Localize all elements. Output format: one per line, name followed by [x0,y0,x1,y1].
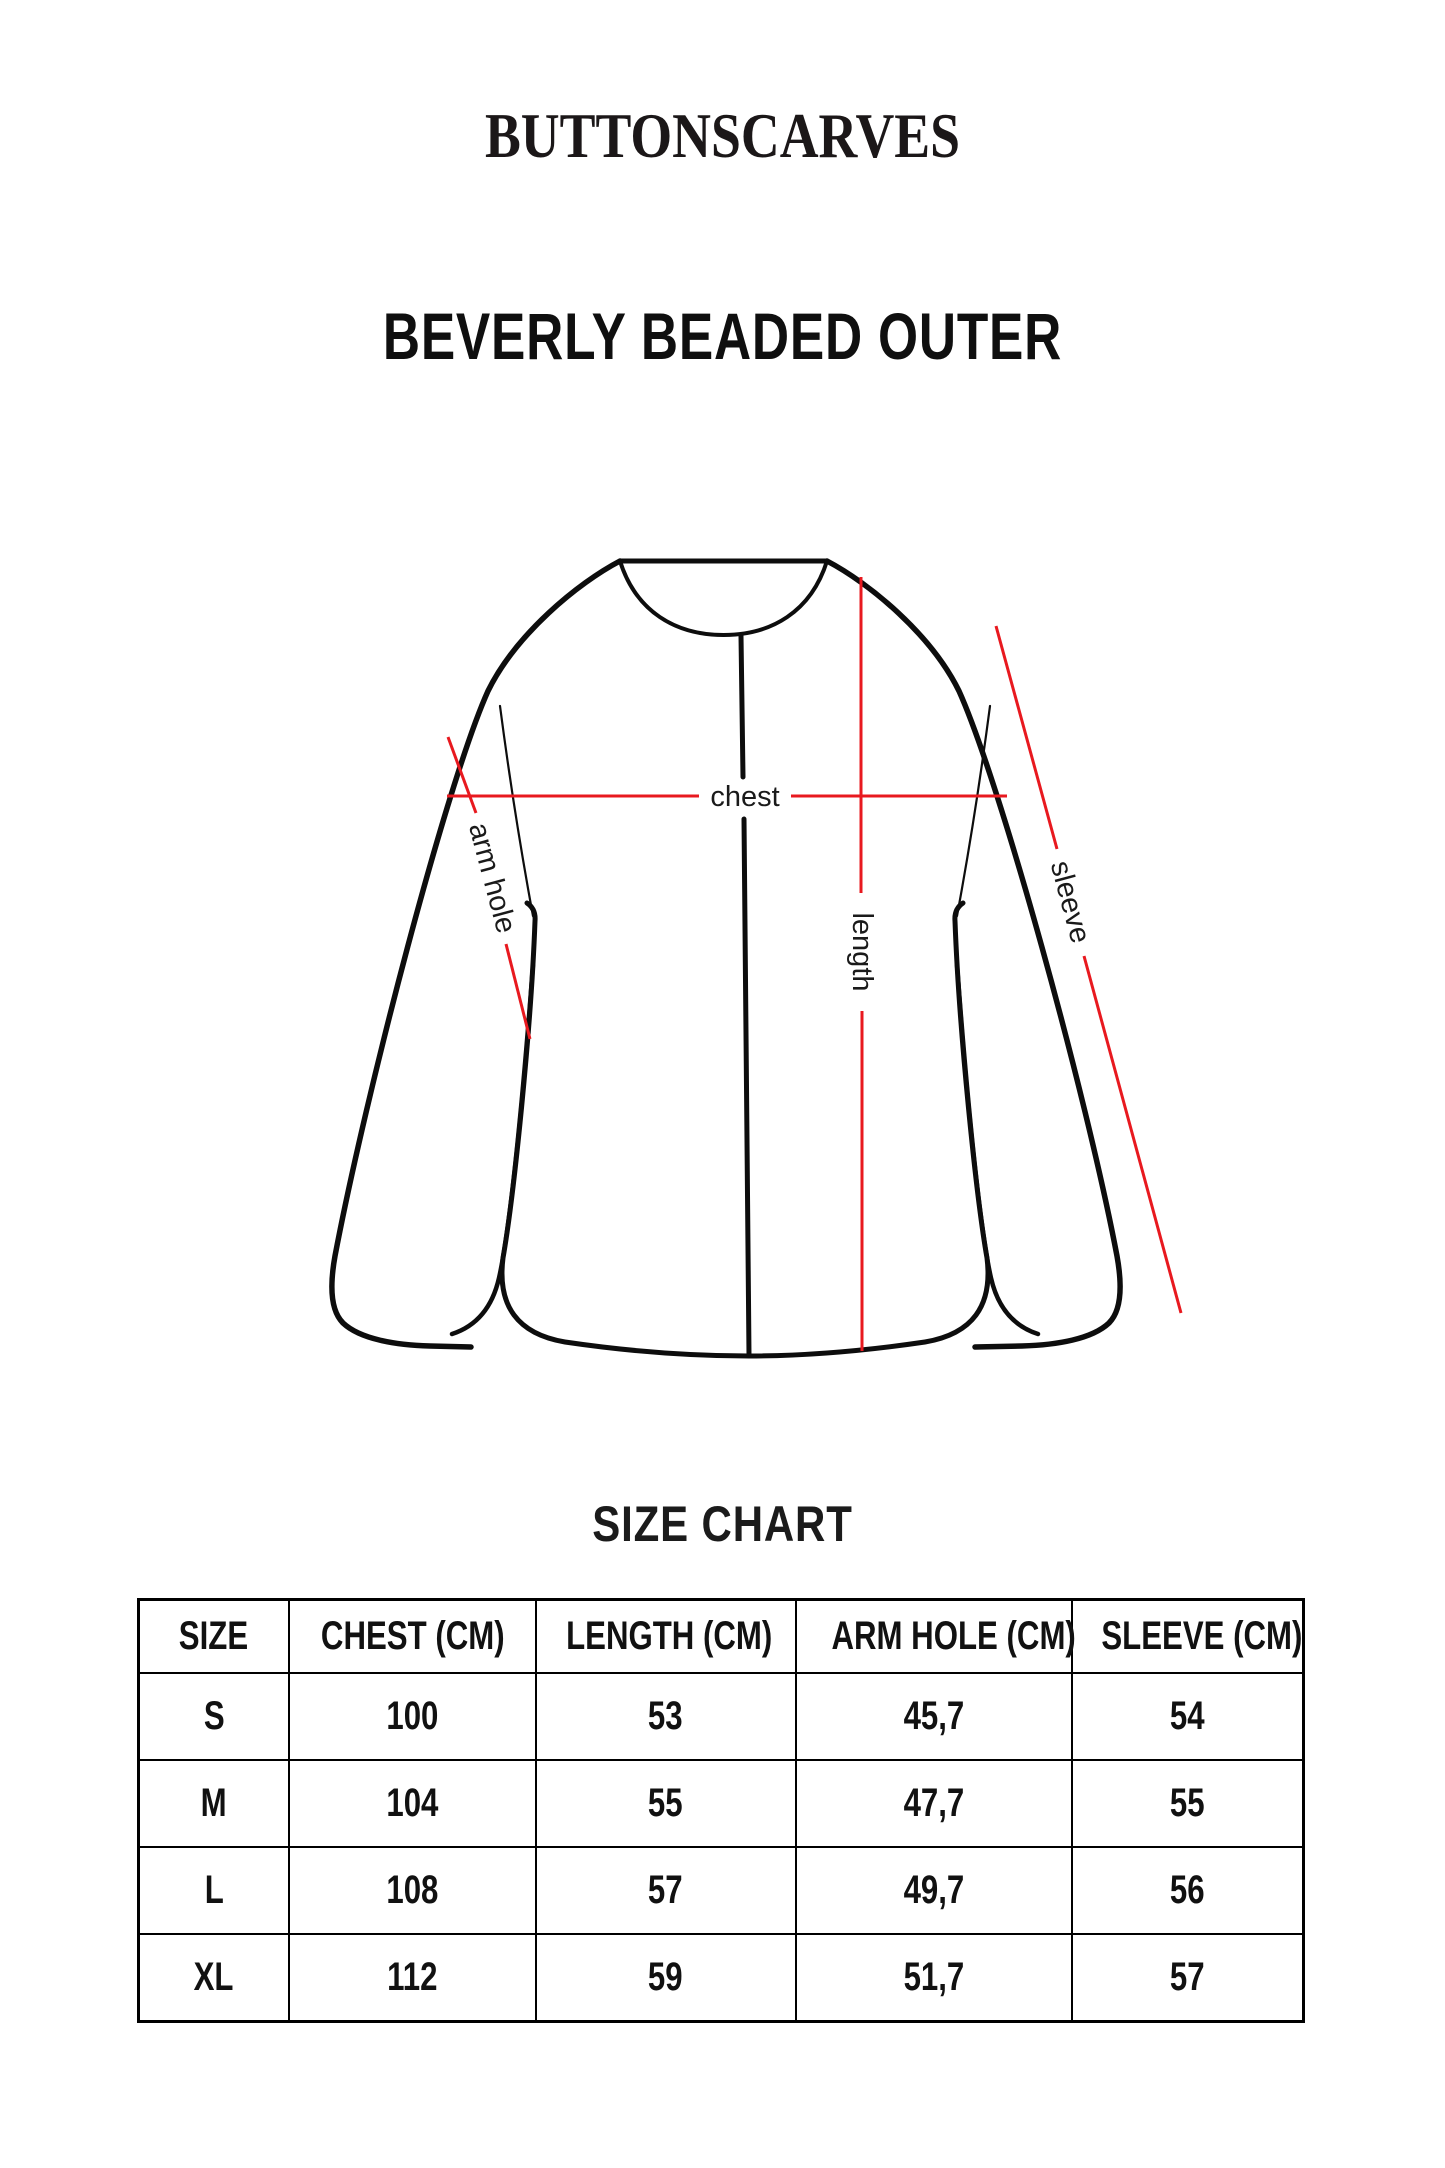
left-front-slit-and-hem [502,903,749,1356]
table-cell: 54 [1072,1673,1304,1760]
center-front-line-lower [744,819,749,1355]
column-header-length: LENGTH (CM) [536,1600,796,1674]
table-cell: 47,7 [796,1760,1072,1847]
table-cell: 55 [1072,1760,1304,1847]
garment-measurement-diagram [280,540,1200,1380]
table-cell: 49,7 [796,1847,1072,1934]
table-cell: 59 [536,1934,796,2022]
arm-hole-label: arm hole [461,819,523,937]
garment-outline [332,561,1120,1356]
center-front-line-upper [741,636,743,777]
table-cell: 57 [536,1847,796,1934]
left-sleeve-inner-edge [452,965,533,1334]
table-cell: 53 [536,1673,796,1760]
column-header-chest: CHEST (CM) [289,1600,536,1674]
brand-logo: BUTTONSCARVES [484,100,961,171]
table-row-s [139,1673,1304,1760]
column-header-arm-hole: ARM HOLE (CM) [796,1600,1072,1674]
right-sleeve-inner-edge [957,965,1038,1334]
size-chart-table [137,1598,1305,2023]
column-header-size: SIZE [139,1600,289,1674]
size-label: XL [139,1934,289,2022]
table-row-l [139,1847,1304,1934]
header-row [139,1600,1304,1674]
left-shoulder-sleeve-edge [332,561,620,1347]
table-cell: 100 [289,1673,536,1760]
table-row-xl [139,1934,1304,2022]
size-label: L [139,1847,289,1934]
product-title: BEVERLY BEADED OUTER [382,299,1063,373]
armhole-line-top [448,737,476,813]
table-cell: 57 [1072,1934,1304,2022]
size-chart-heading: SIZE CHART [592,1496,853,1552]
right-armhole-seam [957,706,990,916]
column-header-sleeve: SLEEVE (CM) [1072,1600,1304,1674]
chest-label: chest [710,781,780,813]
table-row-m [139,1760,1304,1847]
table-cell: 55 [536,1760,796,1847]
table-cell: 56 [1072,1847,1304,1934]
table-cell: 104 [289,1760,536,1847]
sleeve-label: sleeve [1043,857,1097,947]
length-label: length [846,912,878,992]
measurement-lines [447,577,1181,1351]
size-label: M [139,1760,289,1847]
size-label: S [139,1673,289,1760]
neckline-scoop [620,561,827,635]
table-cell: 45,7 [796,1673,1072,1760]
sleeve-line-bottom [1084,956,1181,1313]
table-cell: 112 [289,1934,536,2022]
table-cell: 108 [289,1847,536,1934]
table-cell: 51,7 [796,1934,1072,2022]
armhole-line-bottom [506,944,530,1039]
